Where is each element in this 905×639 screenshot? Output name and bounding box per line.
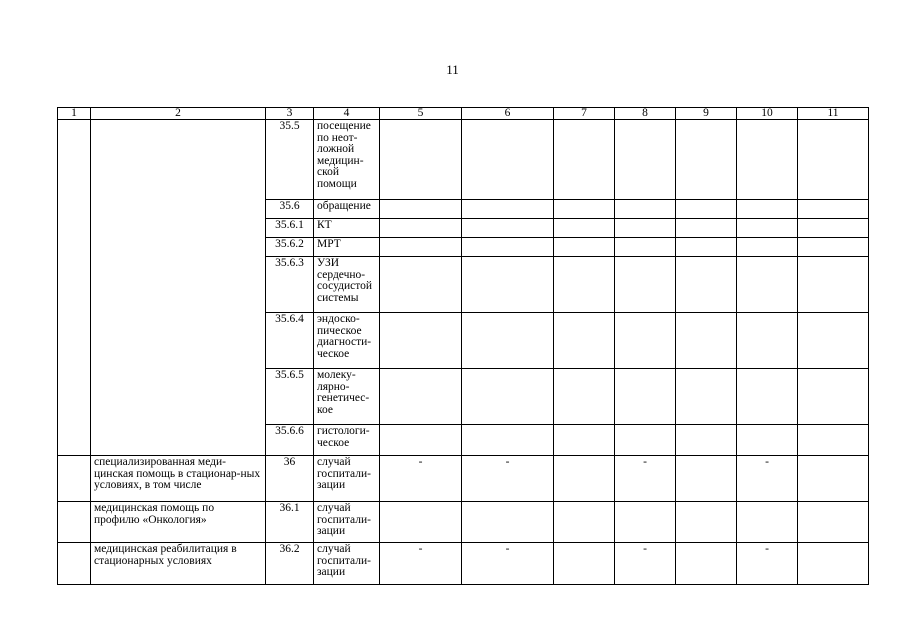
cell-value: -: [380, 543, 462, 585]
cell-value: [462, 502, 554, 543]
cell-value: [676, 543, 737, 585]
cell-value: [676, 238, 737, 257]
cell-value: [380, 502, 462, 543]
cell-value: [380, 219, 462, 238]
cell-value: [462, 200, 554, 219]
cell-value: [737, 238, 798, 257]
column-header: 11: [798, 108, 869, 120]
header-row: [58, 108, 869, 120]
cell-unit: эндоско-пическое диагности-ческое: [314, 313, 380, 369]
cell-value: [798, 425, 869, 456]
cell-unit: посещение по неот-ложной медицин-ской помощи: [314, 120, 380, 200]
cell-value: [615, 200, 676, 219]
cell-value: [554, 120, 615, 200]
cell-row-code: 35.6.6: [266, 425, 314, 456]
cell-unit: УЗИ сердечно-сосудистой системы: [314, 257, 380, 313]
cell-col1: [58, 543, 91, 585]
cell-description: специализированная меди-цинская помощь в стационар-ных условиях, в том числе: [91, 456, 266, 502]
cell-value: [615, 219, 676, 238]
cell-value: [676, 456, 737, 502]
cell-value: [615, 369, 676, 425]
cell-value: [615, 120, 676, 200]
cell-value: [554, 425, 615, 456]
cell-row-code: 35.6.2: [266, 238, 314, 257]
cell-value: [554, 543, 615, 585]
cell-value: [554, 257, 615, 313]
cell-value: [554, 238, 615, 257]
cell-value: [554, 456, 615, 502]
cell-row-code: 36.1: [266, 502, 314, 543]
cell-row-code: 36: [266, 456, 314, 502]
cell-value: [615, 502, 676, 543]
cell-value: [676, 369, 737, 425]
cell-value: [615, 313, 676, 369]
cell-value: [676, 200, 737, 219]
cell-value: [380, 200, 462, 219]
column-header: 7: [554, 108, 615, 120]
cell-unit: обращение: [314, 200, 380, 219]
cell-value: [615, 238, 676, 257]
cell-unit: молеку-лярно-генетичес-кое: [314, 369, 380, 425]
cell-value: [737, 313, 798, 369]
cell-unit: случай госпитали-зации: [314, 543, 380, 585]
cell-value: [462, 120, 554, 200]
cell-value: [676, 219, 737, 238]
cell-value: [737, 257, 798, 313]
cell-description: медицинская реабилитация в стационарных условиях: [91, 543, 266, 585]
table-row: [58, 456, 869, 502]
cell-value: [554, 200, 615, 219]
column-header: 10: [737, 108, 798, 120]
column-header: 2: [91, 108, 266, 120]
table-row: [58, 502, 869, 543]
cell-value: [462, 238, 554, 257]
cell-value: [462, 257, 554, 313]
cell-col1: [58, 120, 91, 456]
cell-value: [798, 257, 869, 313]
cell-value: [798, 313, 869, 369]
cell-value: [380, 257, 462, 313]
cell-col1: [58, 502, 91, 543]
cell-col1: [58, 456, 91, 502]
page-number: 11: [446, 62, 459, 77]
cell-value: [798, 120, 869, 200]
cell-value: [737, 502, 798, 543]
cell-unit: случай госпитали-зации: [314, 456, 380, 502]
cell-unit: гистологи-ческое: [314, 425, 380, 456]
cell-row-code: 35.6.3: [266, 257, 314, 313]
cell-value: [380, 238, 462, 257]
cell-value: [615, 257, 676, 313]
cell-value: [462, 369, 554, 425]
cell-value: [676, 502, 737, 543]
cell-value: [737, 120, 798, 200]
cell-value: -: [380, 456, 462, 502]
table-row: [58, 120, 869, 200]
cell-value: [798, 200, 869, 219]
cell-value: [554, 502, 615, 543]
cell-value: [554, 369, 615, 425]
cell-value: -: [462, 543, 554, 585]
cell-row-code: 35.5: [266, 120, 314, 200]
cell-value: [554, 313, 615, 369]
cell-value: [462, 425, 554, 456]
cell-value: [462, 313, 554, 369]
cell-value: [676, 425, 737, 456]
cell-row-code: 35.6.4: [266, 313, 314, 369]
cell-value: -: [615, 543, 676, 585]
cell-value: [380, 120, 462, 200]
cell-value: [798, 456, 869, 502]
data-table: [57, 107, 869, 585]
cell-description: медицинская помощь по профилю «Онкология»: [91, 502, 266, 543]
cell-unit: КТ: [314, 219, 380, 238]
cell-row-code: 35.6.5: [266, 369, 314, 425]
cell-value: -: [737, 456, 798, 502]
cell-value: [554, 219, 615, 238]
cell-value: [798, 502, 869, 543]
column-header: 4: [314, 108, 380, 120]
cell-value: [737, 219, 798, 238]
cell-value: [380, 369, 462, 425]
cell-value: [462, 219, 554, 238]
cell-unit: случай госпитали-зации: [314, 502, 380, 543]
column-header: 8: [615, 108, 676, 120]
cell-row-code: 36.2: [266, 543, 314, 585]
cell-row-code: 35.6.1: [266, 219, 314, 238]
column-header: 5: [380, 108, 462, 120]
cell-value: [380, 313, 462, 369]
cell-value: [798, 219, 869, 238]
cell-value: [737, 200, 798, 219]
cell-value: [676, 313, 737, 369]
column-header: 3: [266, 108, 314, 120]
cell-value: -: [737, 543, 798, 585]
cell-unit: МРТ: [314, 238, 380, 257]
cell-value: [798, 543, 869, 585]
column-header: 1: [58, 108, 91, 120]
cell-value: [737, 369, 798, 425]
cell-value: [676, 120, 737, 200]
cell-value: -: [462, 456, 554, 502]
cell-value: [737, 425, 798, 456]
cell-value: -: [615, 456, 676, 502]
cell-row-code: 35.6: [266, 200, 314, 219]
cell-value: [798, 238, 869, 257]
cell-value: [380, 425, 462, 456]
cell-value: [676, 257, 737, 313]
table-row: [58, 543, 869, 585]
cell-col2: [91, 120, 266, 456]
cell-value: [798, 369, 869, 425]
cell-value: [615, 425, 676, 456]
column-header: 9: [676, 108, 737, 120]
column-header: 6: [462, 108, 554, 120]
